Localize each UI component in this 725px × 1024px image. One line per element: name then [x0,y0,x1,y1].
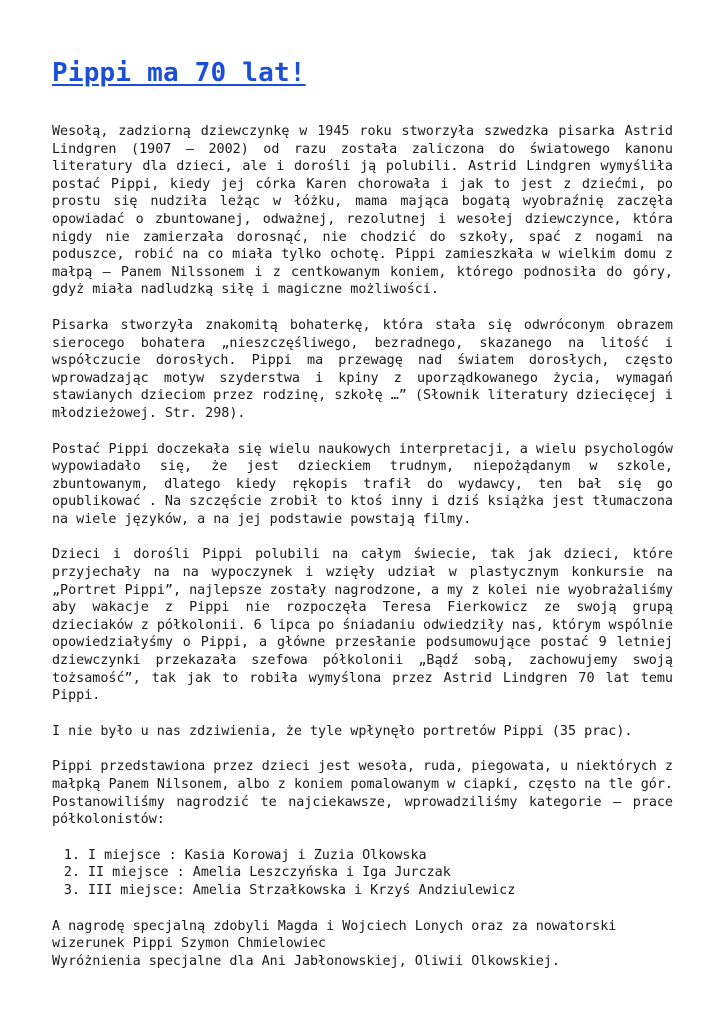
winners-list [52,847,673,900]
paragraph-portrait-count: I nie było u nas zdziwienia, że tyle wpłynęło portretów Pippi (35 prac). [52,723,633,739]
article-title [52,56,306,90]
paragraph-interpretations: Postać Pippi doczekała się wielu naukowych interpretacji, a wielu psychologów wypowiadało się, że jest dzieckiem trudnym, niepożądanym w szkole, zbuntowanym, dlatego kiedy rękopis trafił do wydawcy, ten bał się go opublikować . Na szczęście zrobił to ktoś inny i dziś książka jest tłumaczona na wiele języków, a na jej podstawie powstają filmy. [52,441,673,527]
paragraph-intro: Wesołą, zadziorną dziewczynkę w 1945 roku stworzyła szwedzka pisarka Astrid Lindgren (1907 – 2002) od razu została zaliczona do światowego kanonu literatury dla dzieci, ale i dorośli ją polubili. Astrid Lindgren wymyśliła postać Pippi, kiedy jej córka Karen chorowała i jak to jest z dziećmi, po prostu się nudziła leżąc w łóżku, mama mająca bogatą wyobraźnię zaczęła opowiadać o zbuntowanej, odważnej, rezolutnej i wesołej dziewczynce, która nigdy nie zamierzała dorosnąć, nie chodzić do szkoły, spać z nogami na poduszce, robić na co miała tylko ochotę. Pippi zamieszkała w wielkim domu z małpą – Panem Nilssonem i z centkowanym koniem, którego podnosiła do góry, gdyż miała nadludzką siłę i magiczne możliwości. [52,124,673,298]
special-award-text: A nagrodę specjalną zdobyli Magda i Wojciech Lonych oraz za nowatorski wizerunek Pippi Szymon Chmielowiec [52,918,617,952]
article-title-link[interactable]: Pippi ma 70 lat! [52,58,306,88]
paragraph-categories: Pippi przedstawiona przez dzieci jest wesoła, ruda, piegowata, u niektórych z małpką Panem Nilsonem, albo z koniem pomalowanym w ciapki, często na tle gór. Postanowiliśmy nagrodzić te najciekawsze, wprowadziliśmy kategorie – prace półkolonistów: [52,759,673,828]
list-item: 3. III miejsce: Amelia Strzałkowska i Krzyś Andziulewicz [88,882,673,900]
paragraph-heroine: Pisarka stworzyła znakomitą bohaterkę, która stała się odwróconym obrazem sierocego bohatera „nieszczęśliwego, bezradnego, skazanego na litość i współczucie dorosłych. Pippi ma przewagę nad światem dorosłych, często wprowadzając motyw szyderstwa i kpiny z uporządkowanego życia, wymagań stawianych dzieciom przez rodzinę, szkołę …” (Słownik literatury dziecięcej i młodzieżowej. Str. 298). [52,317,673,421]
list-item: 1. I miejsce : Kasia Korowaj i Zuzia Olkowska [88,847,673,865]
list-item: 2. II miejsce : Amelia Leszczyńska i Iga Jurczak [88,864,673,882]
honorable-mentions-text: Wyróżnienia specjalne dla Ani Jabłonowskiej, Oliwii Olkowskiej. [52,953,560,969]
paragraph-contest: Dzieci i dorośli Pippi polubili na całym świecie, tak jak dzieci, które przyjechały na na wypoczynek i wzięły udział w plastycznym konkursie na „Portret Pippi”, najlepsze zostały nagrodzone, a my z kolei nie wyobrażaliśmy aby wakacje z Pippi nie rozpoczęła Teresa Fierkowicz ze swoją grupą dzieciaków z półkolonii. 6 lipca po śniadaniu odwiedziły nas, którym wspólnie opowiedziałyśmy o Pippi, a główne przesłanie podsumowujące postać 9 letniej dziewczynki przekazała szefowa półkolonii „Bądź sobą, zachowujemy swoją tożsamość”, tak jak to robiła wymyślona przez Astrid Lindgren 70 lat temu Pippi. [52,547,673,704]
article-body [52,123,673,970]
closing-block [52,918,673,971]
